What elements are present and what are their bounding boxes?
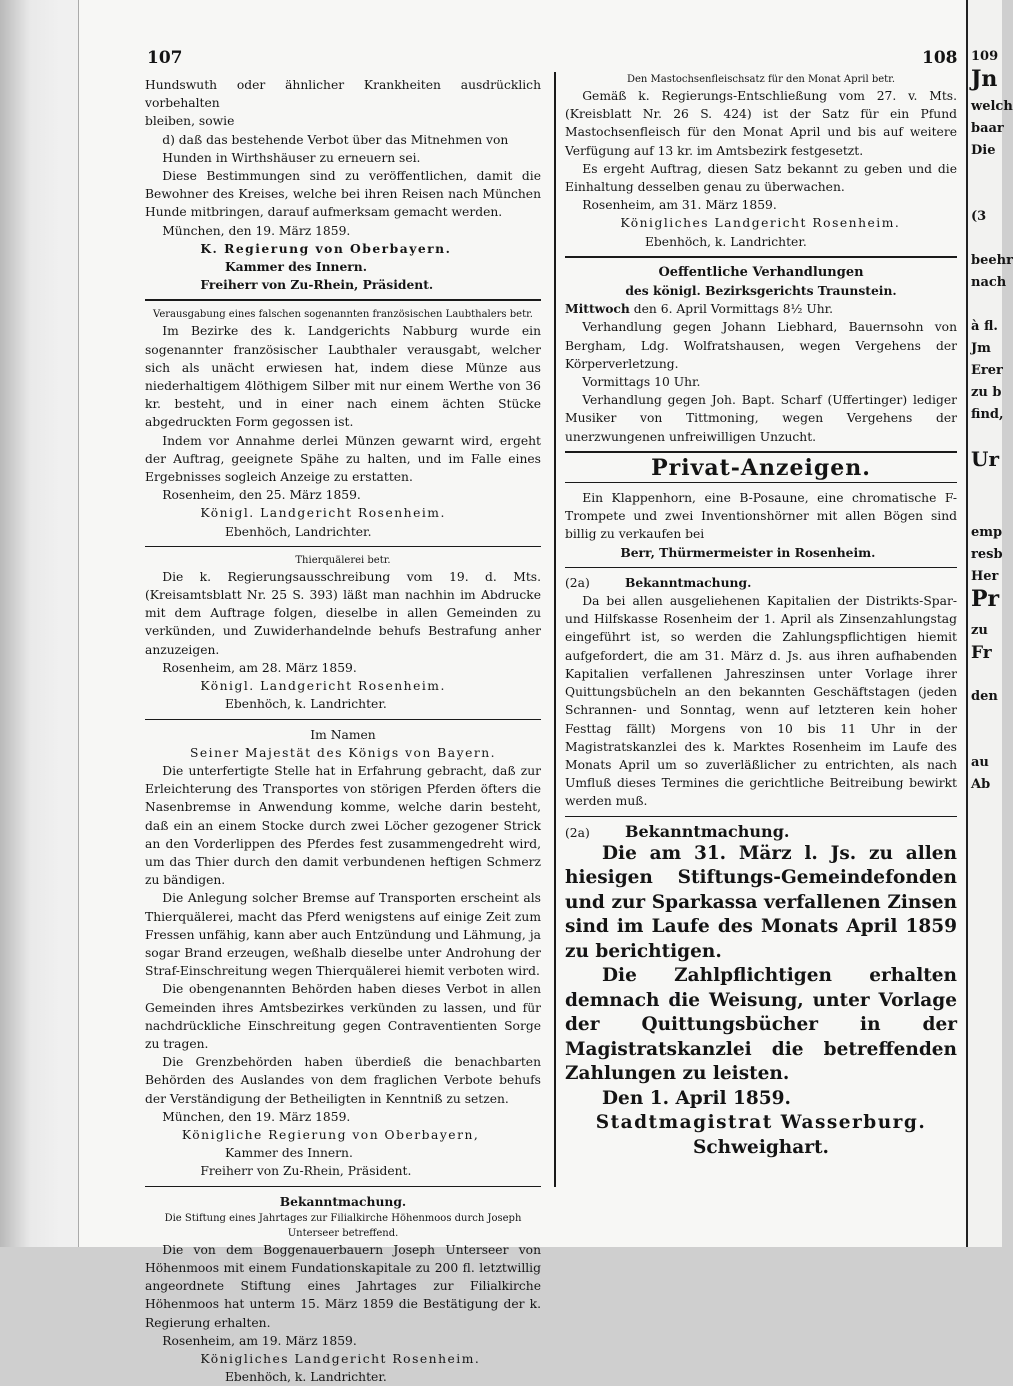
- article-title: Den Mastochsenfleischsatz für den Monat April betr.: [626, 74, 896, 85]
- court-heading: Oeffentliche Verhandlungen: [658, 264, 864, 280]
- next-page-fragment: nach: [971, 275, 1007, 290]
- notice-signature-authority: Stadtmagistrat Wasserburg.: [595, 1112, 927, 1134]
- article-signature-name: Ebenhöch, k. Landrichter.: [224, 1370, 387, 1385]
- court-time: Vormittags 10 Uhr.: [582, 375, 701, 390]
- article-signature-authority: Königl. Landgericht Rosenheim.: [200, 506, 446, 521]
- article-title: Die Stiftung eines Jahrtages zur Filialkirche Höhenmoos durch Joseph Unterseer betreffend.: [164, 1212, 522, 1239]
- right-column: [565, 72, 957, 1160]
- next-page-fragment: [971, 294, 1002, 316]
- notice-body-large: [565, 842, 957, 1161]
- classified-signature: Berr, Thürmermeister in Rosenheim.: [620, 544, 876, 560]
- court-day: Mittwoch: [565, 301, 630, 317]
- notice-paragraph: Die am 31. März l. Js. zu allen hiesigen Stiftungs-Gemeindefonden und zur Sparkassa verfallenen Zinsen sind im Laufe des Monats April 1859 zu berichtigen.: [565, 842, 957, 962]
- court-case: Verhandlung gegen Joh. Bapt. Scharf (Uffertinger) lediger Musiker von Tittmoning, wegen Vergehens der unerzwungenen unfreiwilligen Unzucht.: [565, 393, 957, 444]
- next-page-strip: [966, 0, 1013, 1247]
- article-date: Rosenheim, den 25. März 1859.: [162, 488, 361, 503]
- next-page-fragment: [971, 478, 1002, 500]
- next-page-fragment: [971, 664, 1002, 686]
- article-paragraph: Die obengenannten Behörden haben dieses Verbot in allen Gemeinden ihres Amtsbezirkes verkünden zu lassen, und für nachdrückliche Einschreitung gegen Contraventienten Sorge zu tragen.: [145, 982, 541, 1051]
- article-date: München, den 19. März 1859.: [162, 1109, 351, 1124]
- intro-signature-chamber: Kammer des Innern.: [224, 259, 367, 275]
- article-paragraph: Die von dem Boggenauerbauern Joseph Unterseer von Höhenmoos mit einem Fundationskapitale zu 200 fl. letztwillig angeordnete Stiftung eines Jahrtages zur Filialkirche Höhenmoos hat unterm 15. März 1859 die Bestätigung der k. Regierung erhalten.: [145, 1242, 541, 1330]
- intro-date: München, den 19. März 1859.: [162, 223, 351, 238]
- article-title: Verausgabung eines falschen sogenannten französischen Laubthalers betr.: [153, 309, 533, 321]
- next-page-fragment: Jm: [971, 341, 991, 356]
- article-signature-name: Ebenhöch, k. Landrichter.: [644, 234, 807, 249]
- decree-heading: Seiner Majestät des Königs von Bayern.: [189, 745, 497, 760]
- next-page-fragment: zu: [971, 623, 988, 638]
- article-signature-chamber: Kammer des Innern.: [224, 1146, 353, 1161]
- section-rule: [565, 451, 957, 453]
- next-page-fragment: emp: [971, 525, 1003, 540]
- article-date: Rosenheim, am 19. März 1859.: [162, 1333, 357, 1348]
- article-signature-authority: Königliches Landgericht Rosenheim.: [200, 1352, 481, 1366]
- next-page-fragment: au: [971, 755, 989, 770]
- next-page-fragment: zu b: [971, 385, 1002, 400]
- next-page-fragment: Die: [971, 143, 996, 158]
- article-signature-authority: Königliches Landgericht Rosenheim.: [620, 216, 901, 231]
- intro-line: Hunden in Wirthshäuser zu erneuern sei.: [162, 150, 421, 165]
- next-page-fragment: Ab: [971, 777, 991, 792]
- section-rule: [145, 1186, 541, 1187]
- article-signature-authority: Königl. Landgericht Rosenheim.: [200, 679, 446, 694]
- notice-signature-name: Schweighart.: [693, 1136, 829, 1158]
- article-date: Rosenheim, am 28. März 1859.: [162, 660, 357, 675]
- notice-heading: Bekanntmachung.: [624, 574, 752, 590]
- article-paragraph: Die Anlegung solcher Bremse auf Transporten erscheint als Thierquälerei, macht das Pferd wenigstens auf einige Zeit zum Fressen unfähig, kann aber auch Entzündung und Lähmung, ja sogar Brand erzeugen, weßhalb dieselbe unter Androhung der Straf-Einschreitung wegen Thierquälerei hiemit verboten wird.: [145, 891, 541, 979]
- next-page-fragment: beehr: [971, 253, 1013, 268]
- next-page-number: 109: [971, 49, 999, 64]
- article-paragraph: Indem vor Annahme derlei Münzen gewarnt wird, ergeht der Auftrag, geeignete Spähe zu halten, und im Falle eines Ergebnisses sogleich Anzeige zu erstatten.: [145, 433, 541, 485]
- notice-number: (2a): [565, 825, 590, 840]
- decree-heading: Im Namen: [310, 727, 376, 742]
- next-page-fragment: den: [971, 689, 998, 704]
- notice-heading: Bekanntmachung.: [624, 821, 790, 841]
- article-paragraph: Die k. Regierungsausschreibung vom 19. d. Mts. (Kreisamtsblatt Nr. 25 S. 393) läßt man nachhin im Abdrucke mit dem Auftrage folgen, dieselbe in allen Gemeinden zu verkünden, und Zuwiderhandelnde behufs Bestrafung anher anzuzeigen.: [145, 569, 541, 657]
- article-paragraph: Die unterfertigte Stelle hat in Erfahrung gebracht, daß zur Erleichterung des Transportes von störigen Pferden öfters die Nasenbremse in Anwendung komme, welche darin besteht, daß ein an einem Stocke durch zwei Löcher gezogener Strick an den Vorderlippen des Pferdes fest zusammengedreht wird, um das Thier durch den damit verbundenen heftigen Schmerz zu bändigen.: [145, 763, 541, 888]
- column-divider: [554, 72, 556, 1187]
- section-rule: [145, 719, 541, 720]
- section-rule: [565, 482, 957, 483]
- court-case: Verhandlung gegen Johann Liebhard, Bauernsohn von Bergham, Ldg. Wolfratshausen, wegen Vergehens der Körperverletzung.: [565, 320, 957, 371]
- next-page-fragment: [971, 500, 1002, 522]
- classified-text: Ein Klappenhorn, eine B-Posaune, eine chromatische F-Trompete und zwei Inventionshörner mit allen Bögen sind billig zu verkaufen bei: [565, 491, 957, 542]
- article-title: Thierquälerei betr.: [295, 554, 391, 566]
- classifieds-heading: Privat-Anzeigen.: [651, 454, 871, 481]
- intro-line: bleiben, sowie: [145, 114, 235, 129]
- article-signature-name: Ebenhöch, Landrichter.: [224, 524, 372, 539]
- article-signature-name: Freiherr von Zu-Rhein, Präsident.: [200, 1164, 412, 1179]
- page-number-left: 107: [147, 48, 183, 68]
- intro-signature-name: Freiherr von Zu-Rhein, Präsident.: [200, 277, 434, 293]
- section-rule: [145, 299, 541, 301]
- next-page-fragment: [971, 708, 1002, 730]
- article-heading: Bekanntmachung.: [279, 1193, 407, 1209]
- section-rule: [565, 816, 957, 817]
- next-page-fragment: [971, 730, 1002, 752]
- next-page-fragment: find,: [971, 407, 1004, 422]
- left-column: [145, 76, 541, 1386]
- section-rule: [565, 256, 957, 258]
- article-paragraph: Gemäß k. Regierungs-Entschließung vom 27. v. Mts. (Kreisblatt Nr. 26 S. 424) ist der Satz für ein Pfund Mastochsenfleisch für den Monat April und bis auf weitere Verfügung auf 13 kr. im Amtsbezirk festgesetzt.: [565, 89, 957, 158]
- intro-signature-authority: K. Regierung von Oberbayern.: [200, 240, 452, 256]
- next-page-fragment: [971, 184, 1002, 206]
- next-page-fragment: baar: [971, 121, 1004, 136]
- article-signature-authority: Königliche Regierung von Oberbayern,: [181, 1127, 480, 1142]
- next-page-fragment: Erer: [971, 363, 1003, 378]
- article-paragraph: Die Grenzbehörden haben überdieß die benachbarten Behörden des Auslandes von dem fraglichen Verbote behufs der Verständigung der Betheiligten in Kenntniß zu setzen.: [145, 1055, 541, 1106]
- next-page-fragment: [971, 228, 1002, 250]
- next-page-fragment: welch: [971, 99, 1013, 114]
- next-page-fragment: Fr: [971, 643, 992, 663]
- court-subheading: des königl. Bezirksgerichts Traunstein.: [625, 283, 897, 299]
- notice-paragraph: Die Zahlpflichtigen erhalten demnach die Weisung, unter Vorlage der Quittungsbücher in der Magistratskanzlei die betreffenden Zahlungen zu leisten.: [565, 965, 957, 1085]
- section-rule: [145, 546, 541, 547]
- next-page-fragment: Pr: [971, 586, 1000, 612]
- next-page-fragment: à fl.: [971, 319, 998, 334]
- section-rule: [565, 567, 957, 568]
- article-paragraph: Im Bezirke des k. Landgerichts Nabburg wurde ein sogenannter französischer Laubthaler verausgabt, welcher sich als unächt erwiesen hat, indem diese Münze aus niederhaltigem 4löthigem Silber mit nur einem Werthe von 36 kr. besteht, und in einer nach einem ächten Stücke abgedruckten Form gegossen ist.: [145, 324, 541, 430]
- next-page-fragment: [971, 162, 1002, 184]
- intro-paragraph: Diese Bestimmungen sind zu veröffentlichen, damit die Bewohner des Kreises, welche bei ihren Reisen nach München Hunde mitbringen, darauf aufmerksam gemacht werden.: [145, 169, 541, 220]
- next-page-fragment: Ur: [971, 447, 999, 471]
- intro-line: d) daß das bestehende Verbot über das Mitnehmen von: [162, 132, 509, 147]
- notice-number: (2a): [565, 575, 590, 590]
- page-number-right: 108: [922, 48, 958, 68]
- notice-date: Den 1. April 1859.: [602, 1087, 791, 1109]
- notice-paragraph: Da bei allen ausgeliehenen Kapitalien der Distrikts-Spar- und Hilfskasse Rosenheim der 1. April als Zinsenzahlungstag eingeführt ist, so werden die Zahlungspflichtigen hiemit aufgefordert, die am 31. März d. Js. aus ihren aufhabenden Kapitalien verfallenen Jahreszinsen unter Vorlage ihrer Quittungsbücheln an den bekannten Geschäftstagen (jeden Schrannen- und Sonntag, wenn auf letzteren kein hoher Festtag fällt) Morgens von 10 bis 11 Uhr in der Magistratskanzlei des k. Marktes Rosenheim im Laufe des Monats April um so zuverläßlicher zu entrichten, als nach Umfluß dieses Termines die gerichtliche Beitreibung bewirkt werden muß.: [565, 594, 957, 809]
- next-page-fragment: (3: [971, 209, 987, 224]
- next-page-fragment: [971, 426, 1002, 448]
- article-signature-name: Ebenhöch, k. Landrichter.: [224, 697, 387, 712]
- next-page-fragment: Jn: [971, 66, 998, 92]
- next-page-fragment: Her: [971, 569, 999, 584]
- article-paragraph: Es ergeht Auftrag, diesen Satz bekannt zu geben und die Einhaltung desselben genau zu überwachen.: [565, 161, 957, 195]
- article-date: Rosenheim, am 31. März 1859.: [582, 198, 777, 213]
- court-time: den 6. April Vormittags 8½ Uhr.: [629, 302, 834, 317]
- next-page-fragment: resb: [971, 547, 1003, 562]
- intro-line: Hundswuth oder ähnlicher Krankheiten ausdrücklich vorbehalten: [145, 78, 541, 111]
